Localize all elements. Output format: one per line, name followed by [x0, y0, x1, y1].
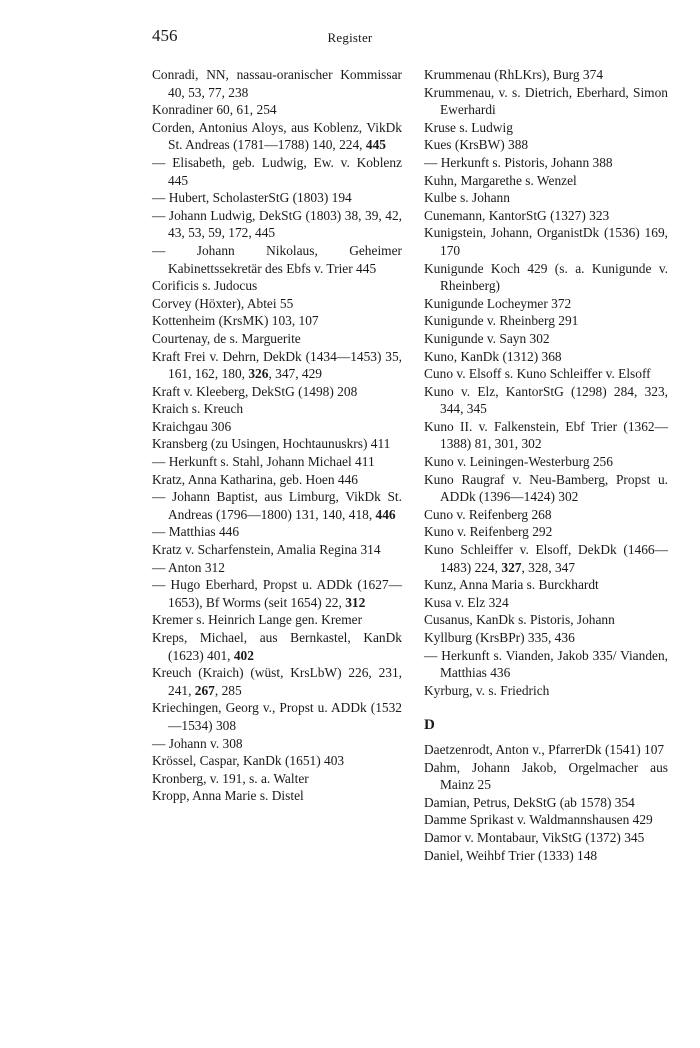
entry-text: Kyllburg (KrsBPr) 335, 436 [424, 630, 575, 645]
page-number: 456 [152, 26, 178, 45]
entry-text: Kuno Schleiffer v. Elsoff, DekDk (1466—1483) 224, [424, 542, 668, 575]
entry-text: Kransberg (zu Usingen, Hochtaunuskrs) 411 [152, 436, 391, 452]
index-entry [424, 576, 668, 594]
index-entry [152, 471, 402, 489]
index-entry [152, 488, 402, 523]
index-entry [152, 435, 402, 453]
index-entry [424, 418, 668, 453]
entry-text: Kuno Raugraf v. Neu-Bamberg, Propst u. ADDk (1396—1424) 302 [424, 471, 668, 505]
entry-text: Damian, Petrus, DekStG (ab 1578) 354 [424, 794, 635, 810]
entry-page-ref-bold: 446 [375, 506, 396, 522]
index-entry [424, 811, 668, 829]
index-entry [424, 136, 668, 154]
entry-text: , 347, 429 [268, 366, 322, 382]
index-entry [424, 365, 668, 383]
index-entry [424, 189, 668, 207]
index-entry [152, 295, 402, 313]
index-entry [152, 101, 402, 119]
index-entry [152, 348, 402, 383]
index-column-left [152, 66, 402, 805]
index-entry [152, 207, 402, 242]
entry-text: — Elisabeth, geb. Ludwig, Ew. v. Koblenz 445 [152, 154, 402, 188]
entry-text: — Matthias 446 [152, 524, 240, 540]
entry-text: Kraichgau 306 [152, 418, 232, 434]
index-entry [424, 682, 668, 700]
index-entry [152, 735, 402, 753]
index-entry [152, 312, 402, 330]
entry-text: Kulbe s. Johann [424, 190, 510, 206]
entry-text: Kuno v. Reifenberg 292 [424, 524, 553, 540]
index-entry [424, 312, 668, 330]
index-entry [152, 752, 402, 770]
index-entry [152, 629, 402, 664]
entry-text: Cusanus, KanDk s. Pistoris, Johann [424, 612, 615, 628]
entry-text: Kuno v. Elz, KantorStG (1298) 284, 323, 344, 345 [424, 383, 668, 417]
entry-text: Cuno v. Elsoff s. Kuno Schleiffer v. Elsoff [424, 366, 651, 382]
index-entry [424, 594, 668, 612]
index-entry [424, 759, 668, 794]
entry-text: Corificis s. Judocus [152, 278, 258, 294]
entry-text: Kremer s. Heinrich Lange gen. Kremer [152, 612, 363, 628]
entry-text: — Hubert, ScholasterStG (1803) 194 [152, 190, 352, 206]
index-entry [424, 207, 668, 225]
index-entry [152, 787, 402, 805]
index-entry [152, 611, 402, 629]
index-entry [424, 794, 668, 812]
entry-page-ref-bold: 402 [233, 647, 254, 663]
index-entry [152, 576, 402, 611]
index-entry [152, 189, 402, 207]
entry-text: Kunigstein, Johann, OrganistDk (1536) 169, 170 [424, 225, 668, 258]
entry-text: Cunemann, KantorStG (1327) 323 [424, 207, 610, 223]
entry-text: Krummenau (RhLKrs), Burg 374 [424, 67, 604, 82]
index-entry [152, 770, 402, 788]
entry-text: Krummenau, v. s. Dietrich, Eberhard, Simon Ewerhardi [424, 84, 668, 118]
entry-text: Kraich s. Kreuch [152, 401, 244, 417]
entry-text: Konradiner 60, 61, 254 [152, 102, 277, 118]
index-entry [424, 453, 668, 471]
entry-text: Damme Sprikast v. Waldmannshausen 429 [424, 812, 653, 828]
entry-text: Kuno, KanDk (1312) 368 [424, 348, 562, 364]
entry-page-ref-bold: 327 [501, 559, 522, 575]
index-entry [424, 847, 668, 865]
entry-text: Dahm, Johann Jakob, Orgelmacher aus Mainz 25 [424, 759, 668, 793]
entry-text: Kues (KrsBW) 388 [424, 137, 529, 153]
running-head: Register [327, 30, 373, 45]
index-entry [152, 453, 402, 471]
index-entry [424, 330, 668, 348]
entry-text: Kuno II. v. Falkenstein, Ebf Trier (1362—1388) 81, 301, 302 [424, 418, 668, 452]
index-entry [152, 66, 402, 101]
index-entry [152, 559, 402, 577]
entry-text: Corden, Antonius Aloys, aus Koblenz, VikDk St. Andreas (1781—1788) 140, 224, [152, 119, 402, 153]
index-entry [152, 664, 402, 699]
entry-text: Daetzenrodt, Anton v., PfarrerDk (1541) 107 [424, 741, 665, 757]
index-entry [152, 699, 402, 734]
entry-text: Kunigunde v. Rheinberg 291 [424, 313, 579, 329]
index-entry [152, 277, 402, 295]
entry-text: Kuhn, Margarethe s. Wenzel [424, 172, 577, 188]
index-entry [152, 119, 402, 154]
index-entry [424, 383, 668, 418]
entry-page-ref-bold: 267 [194, 682, 215, 698]
index-entry [424, 66, 668, 84]
index-entry [424, 119, 668, 137]
entry-text: Kreuch (Kraich) (wüst, KrsLbW) 226, 231, 241, [152, 665, 402, 698]
entry-text: Kruse s. Ludwig [424, 119, 513, 135]
index-entry [424, 541, 668, 576]
index-entry [424, 741, 668, 759]
index-entry [152, 523, 402, 541]
entry-text: — Hugo Eberhard, Propst u. ADDk (1627—1653), Bf Worms (seit 1654) 22, [152, 577, 402, 610]
entry-text: Kottenheim (KrsMK) 103, 107 [152, 313, 319, 329]
entry-text: — Johann Ludwig, DekStG (1803) 38, 39, 42, 43, 53, 59, 172, 445 [152, 207, 402, 241]
index-entry [424, 154, 668, 172]
index-entry [424, 260, 668, 295]
entry-page-ref-bold: 445 [365, 137, 386, 153]
entry-text: — Anton 312 [152, 559, 225, 575]
index-entry [152, 400, 402, 418]
entry-text: Kratz, Anna Katharina, geb. Hoen 446 [152, 471, 358, 487]
entry-text: Kuno v. Leiningen-Westerburg 256 [424, 454, 613, 470]
entry-text: Kunigunde v. Sayn 302 [424, 330, 550, 346]
entry-text: Kusa v. Elz 324 [424, 594, 509, 610]
entry-text: , 285 [214, 682, 242, 698]
entry-text: Cuno v. Reifenberg 268 [424, 506, 552, 522]
index-entry [424, 829, 668, 847]
index-entry [424, 84, 668, 119]
index-entry [424, 506, 668, 524]
entry-text: Kraft Frei v. Dehrn, DekDk (1434—1453) 35, 161, 162, 180, [152, 348, 402, 382]
entry-text: — Herkunft s. Pistoris, Johann 388 [424, 154, 613, 170]
index-entry [152, 418, 402, 436]
entry-text: Kriechingen, Georg v., Propst u. ADDk (1532—1534) 308 [152, 700, 402, 733]
section-letter-d: D [424, 717, 435, 734]
index-entry [424, 611, 668, 629]
entry-text: Kratz v. Scharfenstein, Amalia Regina 314 [152, 542, 381, 558]
index-entry [152, 242, 402, 277]
entry-text: Kropp, Anna Marie s. Distel [152, 788, 304, 804]
index-entry [424, 523, 668, 541]
entry-text: Conradi, NN, nassau-oranischer Kommissar 40, 53, 77, 238 [152, 67, 402, 100]
index-entry [424, 647, 668, 682]
entry-text: Kunz, Anna Maria s. Burckhardt [424, 577, 599, 593]
entry-text: — Johann Nikolaus, Geheimer Kabinettssekretär des Ebfs v. Trier 445 [152, 242, 402, 276]
entry-page-ref-bold: 312 [345, 594, 366, 610]
index-entry [424, 629, 668, 647]
index-entry [424, 224, 668, 259]
entry-text: Kreps, Michael, aus Bernkastel, KanDk (1623) 401, [152, 630, 402, 663]
index-entry [424, 172, 668, 190]
entry-text: — Herkunft s. Vianden, Jakob 335/ Vianden, Matthias 436 [424, 647, 668, 681]
entry-text: — Herkunft s. Stahl, Johann Michael 411 [152, 454, 375, 470]
entry-page-ref-bold: 326 [248, 366, 269, 382]
entry-text: Kyrburg, v. s. Friedrich [424, 682, 550, 698]
entry-text: Krössel, Caspar, KanDk (1651) 403 [152, 753, 345, 769]
index-entry [152, 383, 402, 401]
index-entry [424, 471, 668, 506]
index-entry [152, 541, 402, 559]
index-column-right [424, 66, 668, 864]
entry-text: Courtenay, de s. Marguerite [152, 330, 301, 346]
entry-text: , 328, 347 [521, 559, 576, 575]
entry-text: — Johann v. 308 [152, 735, 243, 751]
entry-text: Kraft v. Kleeberg, DekStG (1498) 208 [152, 383, 358, 399]
index-entry [152, 330, 402, 348]
entry-text: — Johann Baptist, aus Limburg, VikDk St. Andreas (1796—1800) 131, 140, 418, [152, 489, 402, 522]
entry-text: Kunigunde Locheymer 372 [424, 295, 572, 311]
entry-text: Corvey (Höxter), Abtei 55 [152, 295, 294, 311]
entry-text: Damor v. Montabaur, VikStG (1372) 345 [424, 829, 645, 845]
index-entry [152, 154, 402, 189]
entry-text: Kronberg, v. 191, s. a. Walter [152, 770, 309, 786]
index-entry [424, 348, 668, 366]
entry-text: Daniel, Weihbf Trier (1333) 148 [424, 847, 598, 863]
index-entry [424, 295, 668, 313]
entry-text: Kunigunde Koch 429 (s. a. Kunigunde v. Rheinberg) [424, 260, 668, 294]
